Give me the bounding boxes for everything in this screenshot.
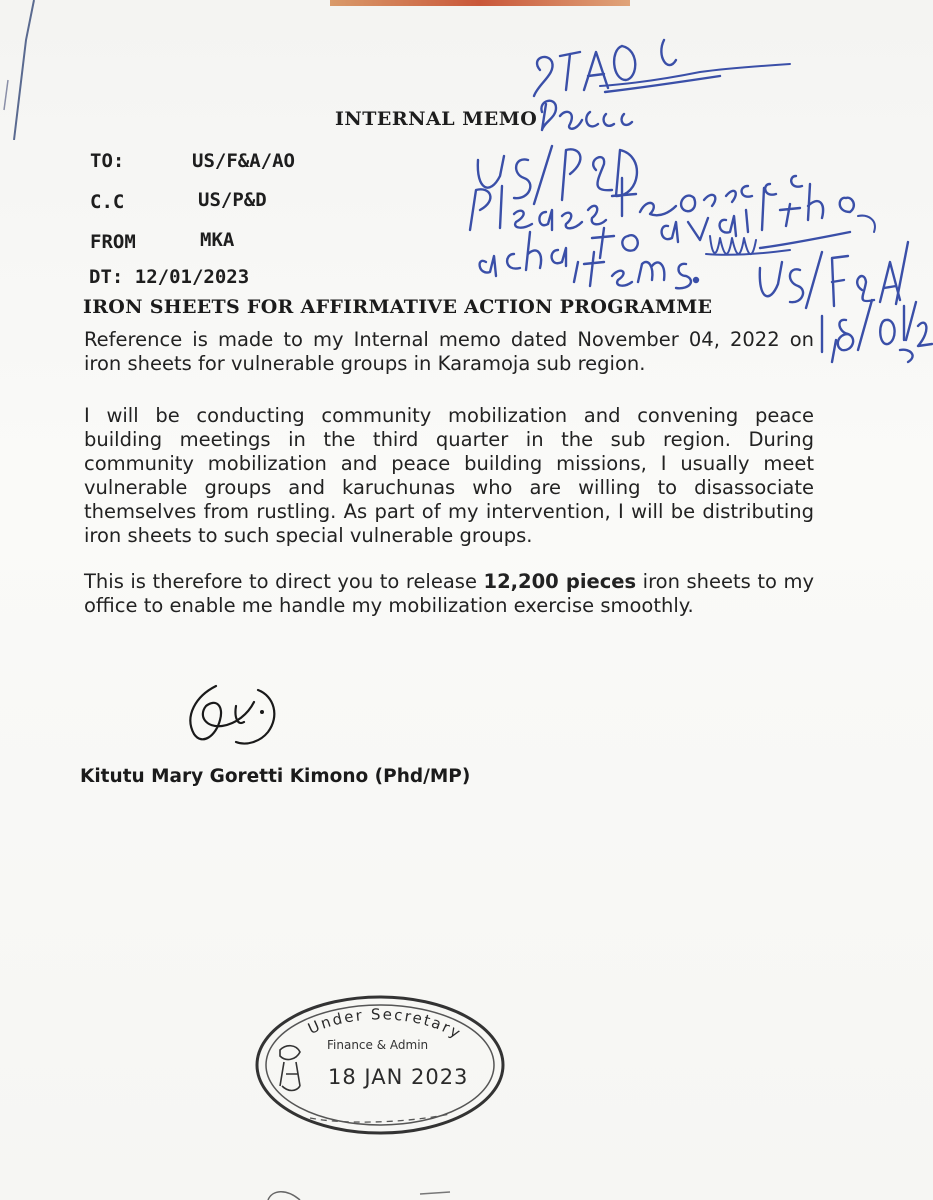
from-label: FROM xyxy=(90,231,136,253)
memo-subject: IRON SHEETS FOR AFFIRMATIVE ACTION PROGRAMME xyxy=(83,296,713,318)
to-value: US/F&A/AO xyxy=(192,150,295,172)
paragraph-reference: Reference is made to my Internal memo dated November 04, 2022 on iron sheets for vulnerable groups in Karamoja sub region. xyxy=(84,328,814,375)
signatory-name: Kitutu Mary Goretti Kimono (Phd/MP) xyxy=(80,766,471,787)
stamp-office: Under Secretary xyxy=(305,1005,466,1043)
paragraph-mobilization: I will be conducting community mobilization and convening peace building meetings in the third quarter in the sub region. During community mobilization and peace building missions, I usually meet vulnerable groups and karuchunas who are willing to disassociate themselves from rustling. As part of my intervention, I will be distributing iron sheets to such special vulnerable groups. xyxy=(84,404,814,547)
from-value: MKA xyxy=(200,229,235,251)
directive-quantity: 12,200 pieces xyxy=(483,570,637,593)
stamp-department: Finance & Admin xyxy=(327,1038,429,1052)
bottom-edge-marks xyxy=(0,1180,933,1200)
directive-text-start: This is therefore to direct you to release xyxy=(84,570,484,593)
cc-value: US/P&D xyxy=(198,189,267,211)
directive-text-end: iron sheets to my office to enable me handle my mobilization exercise smoothly. xyxy=(84,570,814,617)
margin-mark xyxy=(0,0,40,140)
stamp-date: 18 JAN 2023 xyxy=(328,1065,469,1089)
date-line: DT: 12/01/2023 xyxy=(89,266,250,288)
memo-title: INTERNAL MEMO xyxy=(335,108,538,130)
top-edge-strip xyxy=(330,0,630,6)
to-label: TO: xyxy=(90,150,125,172)
handwritten-signature xyxy=(176,676,286,756)
paragraph-directive xyxy=(84,570,814,618)
cc-label: C.C xyxy=(90,191,125,213)
